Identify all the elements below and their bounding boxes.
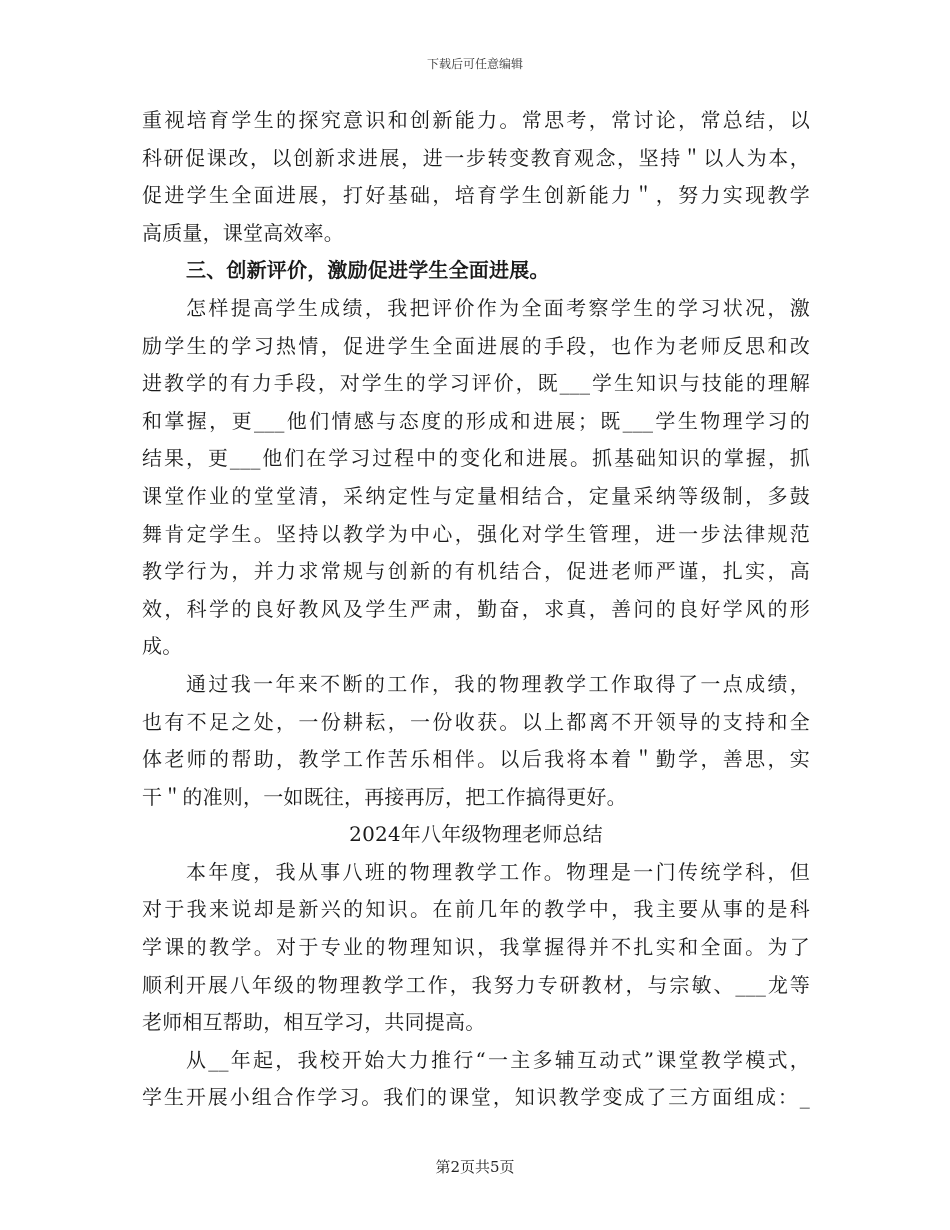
section-title: 2024年八年级物理老师总结: [349, 822, 603, 847]
document-body: [142, 102, 810, 1117]
text-line: 课堂作业的堂堂清，采纳定性与定量相结合，定量采纳等级制，多鼓: [142, 483, 810, 508]
text-line: 励学生的学习热情，促进学生全面进展的手段，也作为老师反思和改: [142, 333, 810, 358]
text-line: 进教学的有力手段，对学生的学习评价，既___学生知识与技能的理解: [142, 371, 810, 396]
text-line: 体老师的帮助，教学工作苦乐相伴。以后我将本着＂勤学，善思，实: [142, 747, 810, 772]
text-line: 结果，更___他们在学习过程中的变化和进展。抓基础知识的掌握，抓: [142, 446, 810, 471]
text-line: 和掌握，更___他们情感与态度的形成和进展；既___学生物理学习的: [142, 408, 810, 433]
text-line: 老师相互帮助，相互学习，共同提高。: [142, 1010, 486, 1035]
text-line: 舞肯定学生。坚持以教学为中心，强化对学生管理，进一步法律规范: [142, 521, 810, 546]
section-heading: 三、创新评价，激励促进学生全面进展。: [186, 258, 550, 283]
text-line: 高质量，课堂高效率。: [142, 220, 344, 245]
text-line: 也有不足之处，一份耕耘，一份收获。以上都离不开领导的支持和全: [142, 709, 810, 734]
text-line: 教学行为，并力求常规与创新的有机结合，促进老师严谨，扎实，高: [142, 559, 810, 584]
text-line: 从__年起，我校开始大力推行“一主多辅互动式”课堂教学模式，: [186, 1047, 810, 1072]
text-line: 对于我来说却是新兴的知识。在前几年的教学中，我主要从事的是科: [142, 897, 810, 922]
text-line: 顺利开展八年级的物理教学工作，我努力专研教材，与宗敏、___龙等: [142, 972, 810, 997]
text-line: 效，科学的良好教风及学生严肃，勤奋，求真，善问的良好学风的形: [142, 596, 810, 621]
page-footer: 第2页共5页: [435, 1158, 515, 1176]
text-line: 重视培育学生的探究意识和创新能力。常思考，常讨论，常总结，以: [142, 108, 810, 132]
page-header: 下载后可任意编辑: [426, 57, 523, 71]
text-line: 干＂的准则，一如既往，再接再厉，把工作搞得更好。: [142, 784, 627, 809]
text-line: 本年度，我从事八班的物理教学工作。物理是一门传统学科，但: [186, 859, 810, 884]
text-line: 促进学生全面进展，打好基础，培育学生创新能力＂，努力实现教学: [142, 183, 810, 208]
text-line: 成。: [142, 634, 183, 659]
text-line: 怎样提高学生成绩，我把评价作为全面考察学生的学习状况，激: [186, 295, 810, 320]
text-line: 科研促课改，以创新求进展，进一步转变教育观念，坚持＂以人为本，: [142, 145, 810, 170]
text-line: 学课的教学。对于专业的物理知识，我掌握得并不扎实和全面。为了: [142, 935, 810, 960]
text-line: 通过我一年来不断的工作，我的物理教学工作取得了一点成绩，: [186, 671, 810, 696]
text-line: 学生开展小组合作学习。我们的课堂，知识教学变成了三方面组成：_: [142, 1085, 810, 1110]
